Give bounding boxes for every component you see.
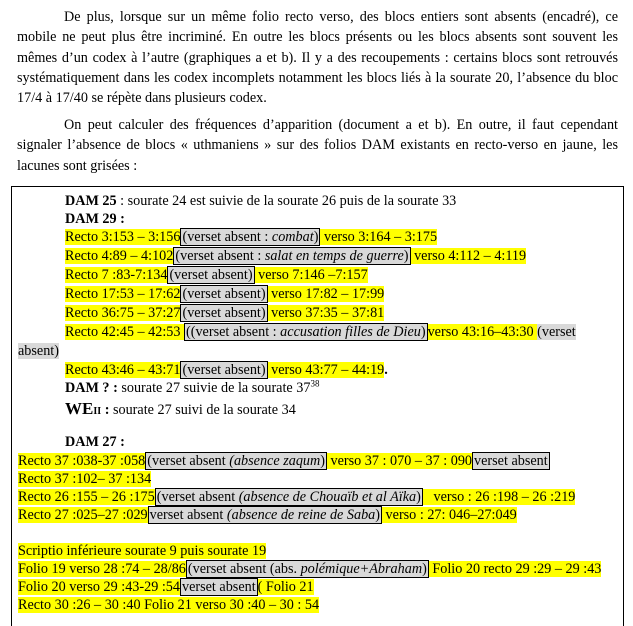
- dam27-heading: DAM 27 :: [65, 434, 125, 450]
- lacuna-box: verset absent: [474, 453, 548, 469]
- dam-unknown-heading: DAM ? :: [65, 380, 118, 396]
- lacuna-box: (verset absent : salat en temps de guerre): [175, 248, 409, 264]
- lacuna-box: (verset absent (absence zaqum): [147, 453, 325, 469]
- lacuna-box: (verset absent): [182, 286, 266, 302]
- we-heading: WE: [65, 399, 94, 418]
- dam29-line-6: Recto 42:45 – 42:53 ((verset absent : accusation filles de Dieu) verso 43:16–43:30 (verset: [65, 324, 576, 340]
- lacuna-box: verset absent (absence de reine de Saba): [149, 507, 380, 523]
- dam27-line-3: Recto 26 :155 – 26 :175 (verset absent (absence de Chouaïb et al Aïka) verso : 26 :198 – 26 :219: [18, 489, 576, 505]
- dam25-heading: DAM 25: [65, 193, 117, 209]
- codex-table-box: [11, 186, 624, 626]
- lacuna-box: (verset absent : combat): [182, 229, 319, 245]
- we-line: WEII : sourate 27 suivi de la sourate 34: [65, 399, 296, 418]
- dam29-heading-line: [65, 210, 623, 228]
- frequency-paragraph: [17, 115, 618, 176]
- footnote-ref: 38: [310, 378, 320, 389]
- intro-paragraph: [17, 7, 618, 108]
- lacuna-box: (verset absent): [169, 267, 253, 283]
- lacuna-box: (verset: [537, 324, 576, 340]
- dam29-line-7: Recto 43:46 – 43:71 (verset absent) verso 43:77 – 44:19.: [65, 362, 388, 378]
- dam29-heading: DAM 29 :: [65, 211, 125, 227]
- scriptio-line-1: Scriptio inférieure sourate 9 puis sourate 19: [18, 543, 267, 559]
- lacuna-box: ((verset absent : accusation filles de Dieu): [186, 324, 426, 340]
- dam29-line-1: Recto 3:153 – 3:156 (verset absent : combat) verso 3:164 – 3:175: [65, 229, 438, 245]
- dam27-line-4: Recto 27 :025–27 :029 verset absent (absence de reine de Saba) verso : 27: 046–27:049: [18, 507, 517, 523]
- dam29-line-5: Recto 36:75 – 37:27 (verset absent) verso 37:35 – 37:81: [65, 305, 385, 321]
- dam-unknown-line: DAM ? : sourate 27 suivie de la sourate $37^{38}$: [65, 378, 320, 396]
- frequency-paragraph-text: On peut calculer des fréquences d’apparition (document a et b). En outre, il faut cependant signaler l’absence de blocs « uthmaniens » sur des folios DAM existants en recto-verso en jaune, les lacunes sont grisées :: [17, 117, 618, 174]
- dam27-heading-line: [65, 433, 623, 451]
- scriptio-line-4: Recto 30 :26 – 30 :40 Folio 21 verso 30 :40 – 30 : 54: [18, 597, 320, 613]
- dam29-line-3: Recto 7 :83-7:134 (verset absent) verso 7:146 –7:157: [65, 267, 368, 283]
- scriptio-line-2: Folio 19 verso 28 :74 – 28/86 (verset absent (abs. polémique+Abraham) Folio 20 recto 29 :29 – 29 :43: [18, 561, 602, 577]
- dam27-line-1: Recto 37 :038-37 :058 (verset absent (absence zaqum) verso 37 : 070 – 37 : 090 verset absent: [18, 453, 548, 469]
- dam29-line-2: Recto 4:89 – 4:102 (verset absent : salat en temps de guerre) verso 4:112 – 4:119: [65, 248, 527, 264]
- lacuna-box: (verset absent): [182, 362, 266, 378]
- dam25-line: [65, 192, 623, 210]
- dam29-line-6-cont: absent): [18, 343, 59, 359]
- dam29-line-4: Recto 17:53 – 17:62 (verset absent) verso 17:82 – 17:99: [65, 286, 385, 302]
- lacuna-box: (verset absent (absence de Chouaïb et al Aïka): [156, 489, 421, 505]
- dam27-line-2: Recto 37 :102– 37 :134: [18, 471, 152, 487]
- lacuna-box: (verset absent (abs. polémique+Abraham): [187, 561, 427, 577]
- dam25-text: : sourate 24 est suivie de la sourate 26 puis de la sourate 33: [116, 193, 457, 209]
- lacuna-box: (verset absent): [182, 305, 266, 321]
- lacuna-box: absent: [18, 343, 55, 359]
- intro-paragraph-text: De plus, lorsque sur un même folio recto verso, des blocs entiers sont absents (encadré), ce mobile ne peut plus être incriminé. En outre les blocs présents ou les blocs absents sont souvent les mêmes d’un codex à l’autre (graphiques a et b). Il y a des recoupements : certains blocs sont retrouvés systématiquement dans les codex incomplets notamment les blocs liés à la sourate 20, l’absence du bloc 17/4 à 17/40 se répète dans plusieurs codex.: [17, 9, 618, 107]
- lacuna-box: verset absent: [181, 579, 256, 595]
- scriptio-line-3: Folio 20 verso 29 :43-29 :54 verset absent ( Folio 21: [18, 579, 314, 595]
